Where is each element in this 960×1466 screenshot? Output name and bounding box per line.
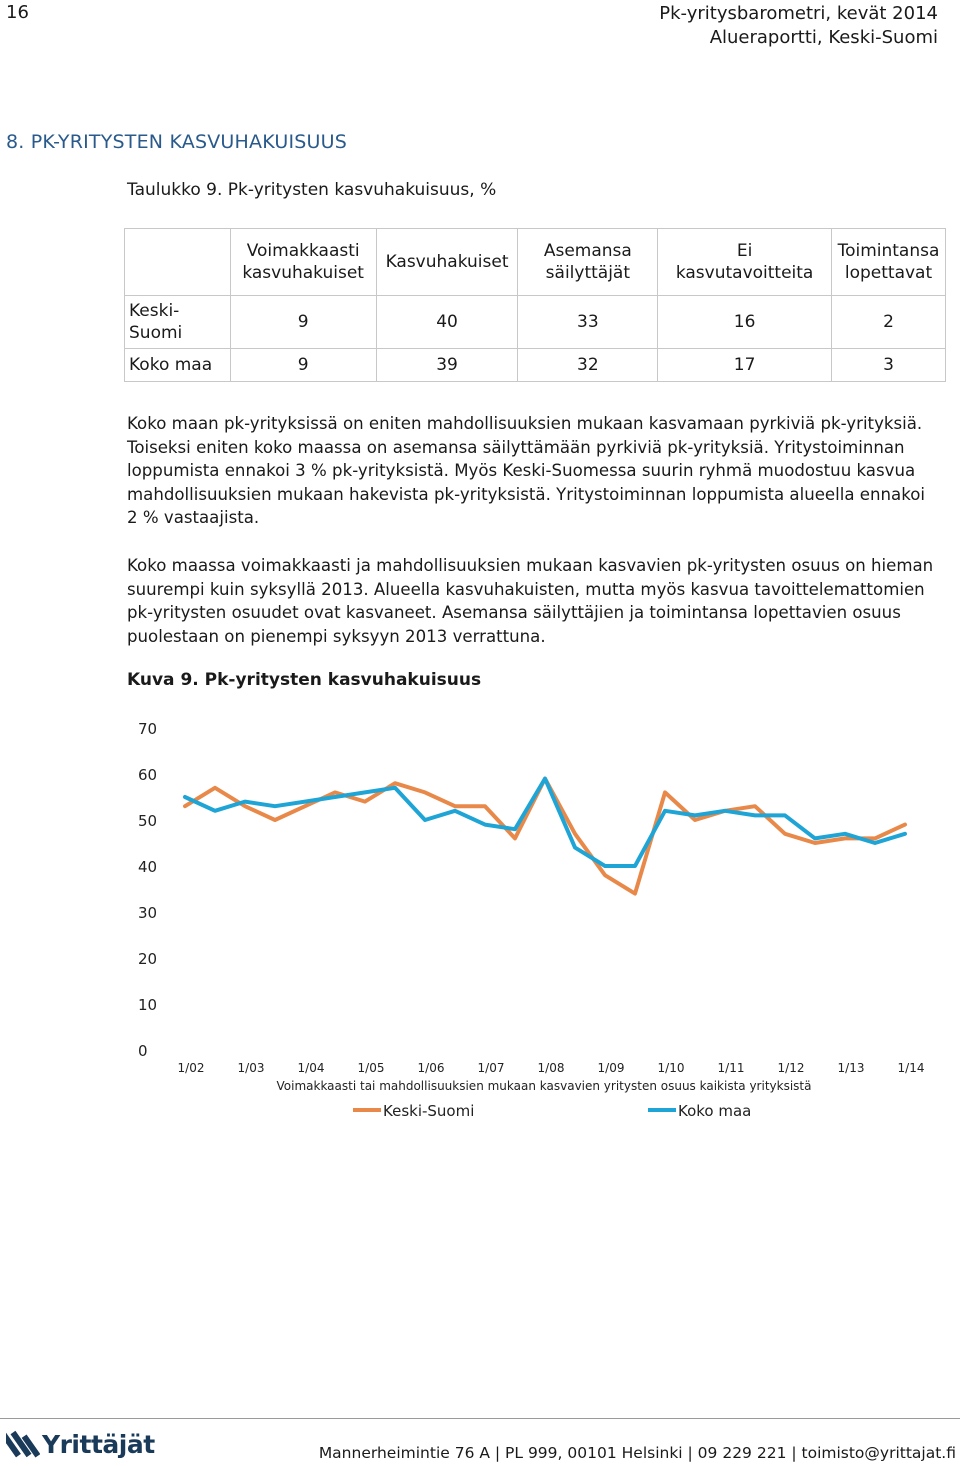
table-header-row: [125, 229, 946, 296]
series-line: [185, 779, 905, 866]
y-tick-label: 40: [138, 858, 158, 876]
y-tick-label: 70: [138, 720, 158, 738]
y-tick-label: 30: [138, 904, 158, 922]
series-line: [185, 779, 905, 894]
x-tick-label: 1/05: [357, 1061, 385, 1075]
x-tick-label: 1/09: [597, 1061, 625, 1075]
publication-header: [659, 2, 938, 50]
table-cell: 32: [518, 349, 658, 382]
body-paragraph: Koko maassa voimakkaasti ja mahdollisuuksien mukaan kasvavien pk-yritysten osuus on hieman suurempi kuin syksyllä 2013. Alueella kasvuhakuisten, mutta myös kasvua tavoittelemattomien pk-yritysten osuudet ovat kasvaneet. Asemansa säilyttäjien ja toimintansa lopettavien osuus puolestaan on pienempi syksyyn 2013 verrattuna.: [127, 556, 934, 646]
table-cell: 39: [376, 349, 518, 382]
column-header: Kasvuhakuiset: [376, 229, 518, 296]
x-tick-label: 1/10: [657, 1061, 685, 1075]
body-paragraph: Koko maan pk-yrityksissä on eniten mahdollisuuksien mukaan kasvamaan pyrkiviä pk-yrityksiä. Toiseksi eniten koko maassa on asemansa säilyttämään pyrkiviä pk-yrityksiä. Yritystoiminnan loppumista ennakoi 3 % pk-yrityksistä. Myös Keski-Suomessa suurin ryhmä muodostuu kasvua mahdollisuuksien mukaan hakevista pk-yrityksistä. Yritystoiminnan loppumista alueella ennakoi 2 % vastaajista.: [127, 414, 925, 527]
column-header: Asemansa säilyttäjät: [518, 229, 658, 296]
table-row: [125, 296, 946, 349]
publication-subtitle: Alueraportti, Keski-Suomi: [709, 27, 938, 48]
table-cell: 33: [518, 296, 658, 349]
x-axis-label: Voimakkaasti tai mahdollisuuksien mukaan kasvavien yritysten osuus kaikista yrityksistä: [276, 1079, 812, 1093]
legend-label: Keski-Suomi: [383, 1102, 475, 1120]
yrittajat-logo: [6, 1426, 155, 1462]
table-cell: 9: [230, 349, 376, 382]
publication-title: Pk-yritysbarometri, kevät 2014: [659, 3, 938, 24]
x-tick-label: 1/08: [537, 1061, 565, 1075]
y-tick-label: 0: [138, 1042, 148, 1060]
y-tick-label: 50: [138, 812, 158, 830]
table-row: [125, 349, 946, 382]
x-tick-label: 1/04: [297, 1061, 325, 1075]
x-tick-label: 1/11: [717, 1061, 745, 1075]
footer-divider: [0, 1418, 960, 1419]
section-title: 8. PK-YRITYSTEN KASVUHAKUISUUS: [6, 131, 348, 153]
x-tick-label: 1/13: [837, 1061, 865, 1075]
y-tick-label: 20: [138, 950, 158, 968]
table-cell: 40: [376, 296, 518, 349]
figure-caption: Kuva 9. Pk-yritysten kasvuhakuisuus: [127, 670, 482, 690]
column-header: Ei kasvutavoitteita: [658, 229, 832, 296]
growth-table: [124, 228, 946, 382]
table-caption: Taulukko 9. Pk-yritysten kasvuhakuisuus, %: [127, 180, 497, 200]
x-tick-label: 1/02: [177, 1061, 205, 1075]
legend-label: Koko maa: [678, 1102, 752, 1120]
row-label: Koko maa: [125, 349, 231, 382]
y-tick-label: 60: [138, 766, 158, 784]
page-number: 16: [6, 2, 29, 23]
column-header: Voimakkaasti kasvuhakuiset: [230, 229, 376, 296]
column-header: Toimintansa lopettavat: [832, 229, 946, 296]
growth-line-chart: [120, 712, 940, 1132]
y-tick-label: 10: [138, 996, 158, 1014]
row-label: Keski- Suomi: [125, 296, 231, 349]
table-corner: [125, 229, 231, 296]
logo-text: Yrittäjät: [42, 1429, 155, 1459]
table-cell: 2: [832, 296, 946, 349]
table-cell: 17: [658, 349, 832, 382]
x-tick-label: 1/07: [477, 1061, 505, 1075]
footer-contact: Mannerheimintie 76 A | PL 999, 00101 Helsinki | 09 229 221 | toimisto@yrittajat.fi: [318, 1444, 956, 1462]
table-cell: 9: [230, 296, 376, 349]
x-tick-label: 1/06: [417, 1061, 445, 1075]
x-tick-label: 1/12: [777, 1061, 805, 1075]
x-tick-label: 1/03: [237, 1061, 265, 1075]
x-tick-label: 1/14: [897, 1061, 925, 1075]
table-cell: 3: [832, 349, 946, 382]
table-cell: 16: [658, 296, 832, 349]
logo-mark-icon: [6, 1426, 40, 1462]
